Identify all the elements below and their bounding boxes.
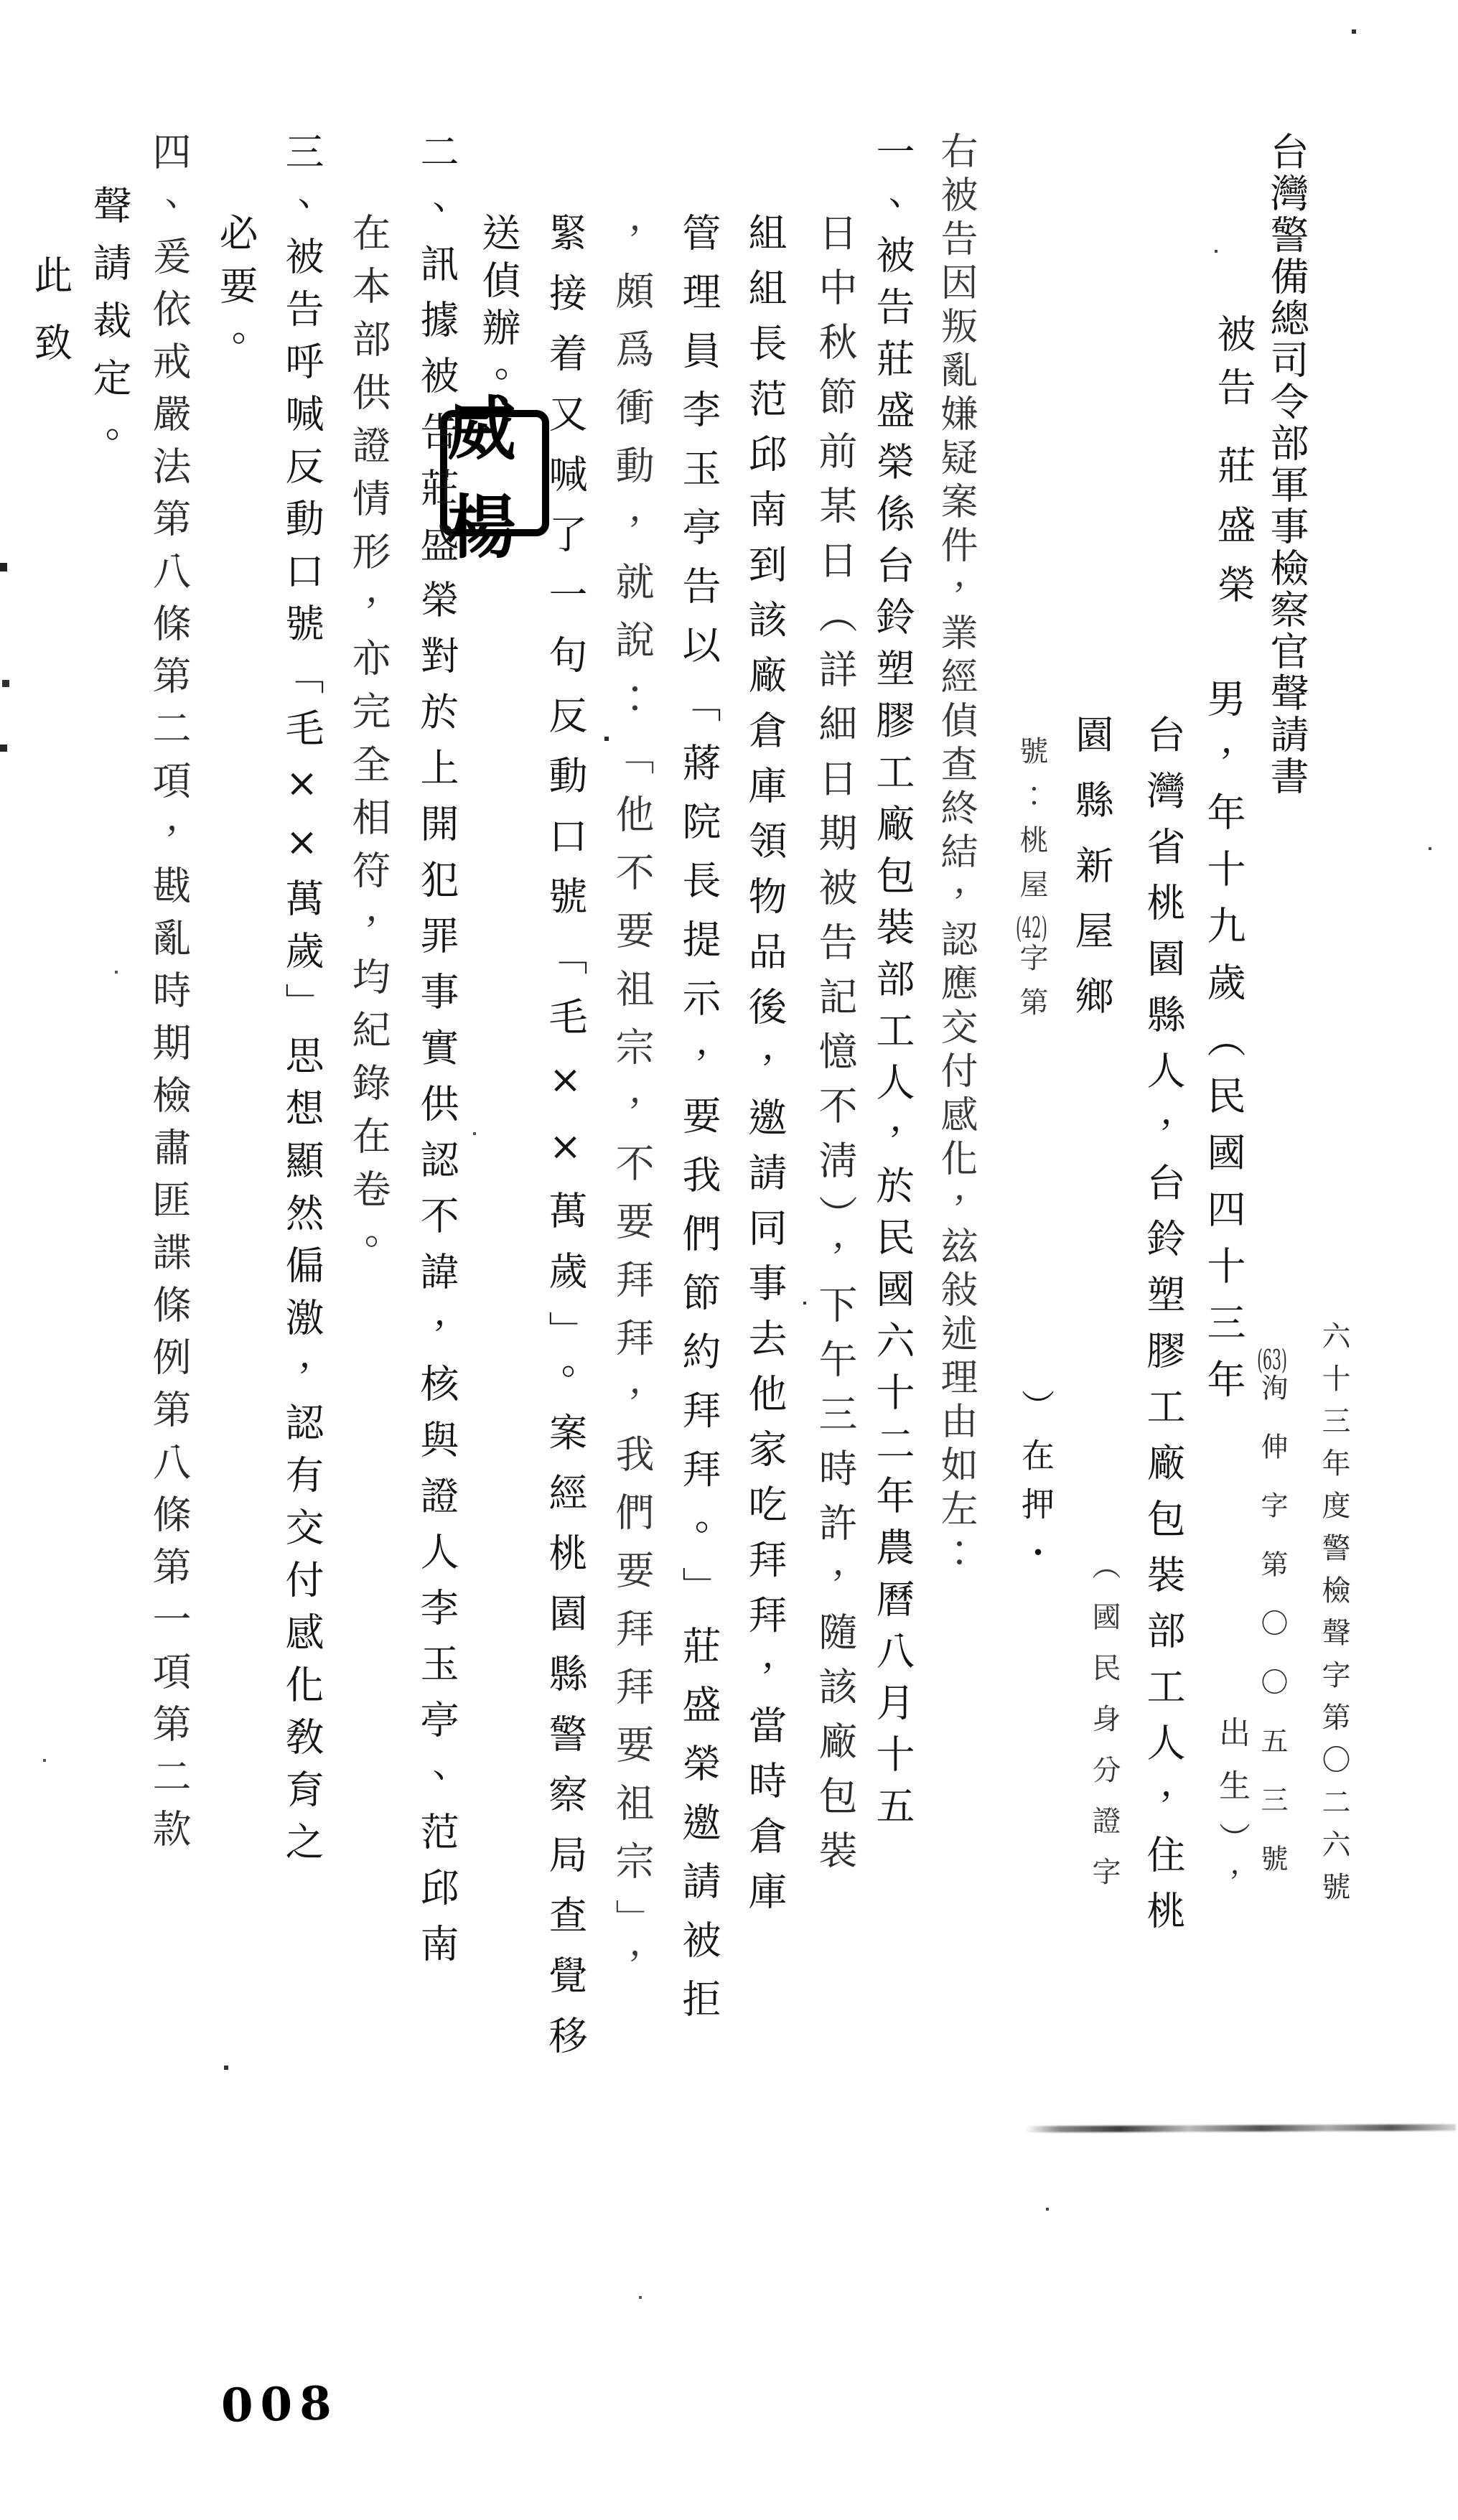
defendant-label: 被告 [1211,314,1256,420]
birth-certificate-note-right: (63)洵伸字第〇〇五三號 [1256,1346,1288,1903]
item1-line1: 一、被告莊盛榮係台鈴塑膠工廠包裝部工人，於民國六十二年農曆八月十五 [870,131,915,1837]
item1-line6: 緊接着又喊了一句反動口號「毛××萬歲」。案經桃園縣警察局查覺移 [543,213,588,2076]
defendant-info-line3: 園縣新屋鄉 [1069,714,1114,1041]
yang-wei-name-stamp: 威楊 [440,410,549,536]
defendant-name: 莊盛榮 [1211,445,1256,624]
id-number-note-line2: 號：桃屋(42)字第 [1015,736,1048,1032]
item1-line2: 日中秋節前某日（詳細日期被告記憶不淸），下午三時許，隨該廠包裝 [813,213,858,1885]
defendant-info-line2: 台灣省桃園縣人，台鈴塑膠工廠包裝部工人，住桃 [1141,714,1186,1946]
item4-line1: 四、爰依戒嚴法第八條第二項，戡亂時期檢肅匪諜條例第八條第一項第二款 [146,131,192,1861]
item3-line1: 三、被告呼喊反動口號「毛××萬歲」思想顯然偏激，認有交付感化敎育之 [279,131,324,1874]
item2-line1: 二、訊據被告莊盛榮對於上開犯罪事實供認不諱，核與證人李玉亭、范邱南 [414,131,459,1979]
scan-smudge-line [1025,2124,1456,2133]
item1-line7: 送偵辦。 [476,213,521,402]
item1-line3: 組組長范邱南到該廠倉庫領物品後，邀請同事去他家吃拜拜，當時倉庫 [742,213,788,1926]
birth-certificate-note-left: 出生）， [1213,1716,1250,1913]
body-intro: 右被告因叛亂嫌疑案件，業經偵查終結，認應交付感化，玆敍述理由如左： [934,131,977,1577]
custody-status: ）在押・ [1017,1389,1055,1585]
page-number: 008 [220,2376,340,2433]
id-number-note-line1: （國民身分證字 [1088,1551,1121,1908]
item3-line2: 必要。 [213,213,258,372]
case-number: 六十三年度警檢聲字第〇二六號 [1317,1321,1350,1914]
item1-line5: ，頗爲衝動，就說：「他不要祖宗，不要拜拜，我們要拜拜要祖宗」， [609,213,655,1996]
scan-noise-specks [0,0,3,3]
item2-line2: 在本部供證情形，亦完全相符，均紀錄在卷。 [346,213,391,1275]
defendant-info-line1: 男，年十九歲（民國四十三年 [1201,678,1246,1416]
item4-line2: 聲請裁定。 [87,185,132,472]
item1-line4: 管理員李玉亭告以「蔣院長提示，要我們節約拜拜。」莊盛榮邀請被拒 [676,213,721,2038]
document-title: 台灣警備總司令部軍事檢察官聲請書 [1264,131,1309,798]
closing-cizhi: 此致 [28,255,73,390]
